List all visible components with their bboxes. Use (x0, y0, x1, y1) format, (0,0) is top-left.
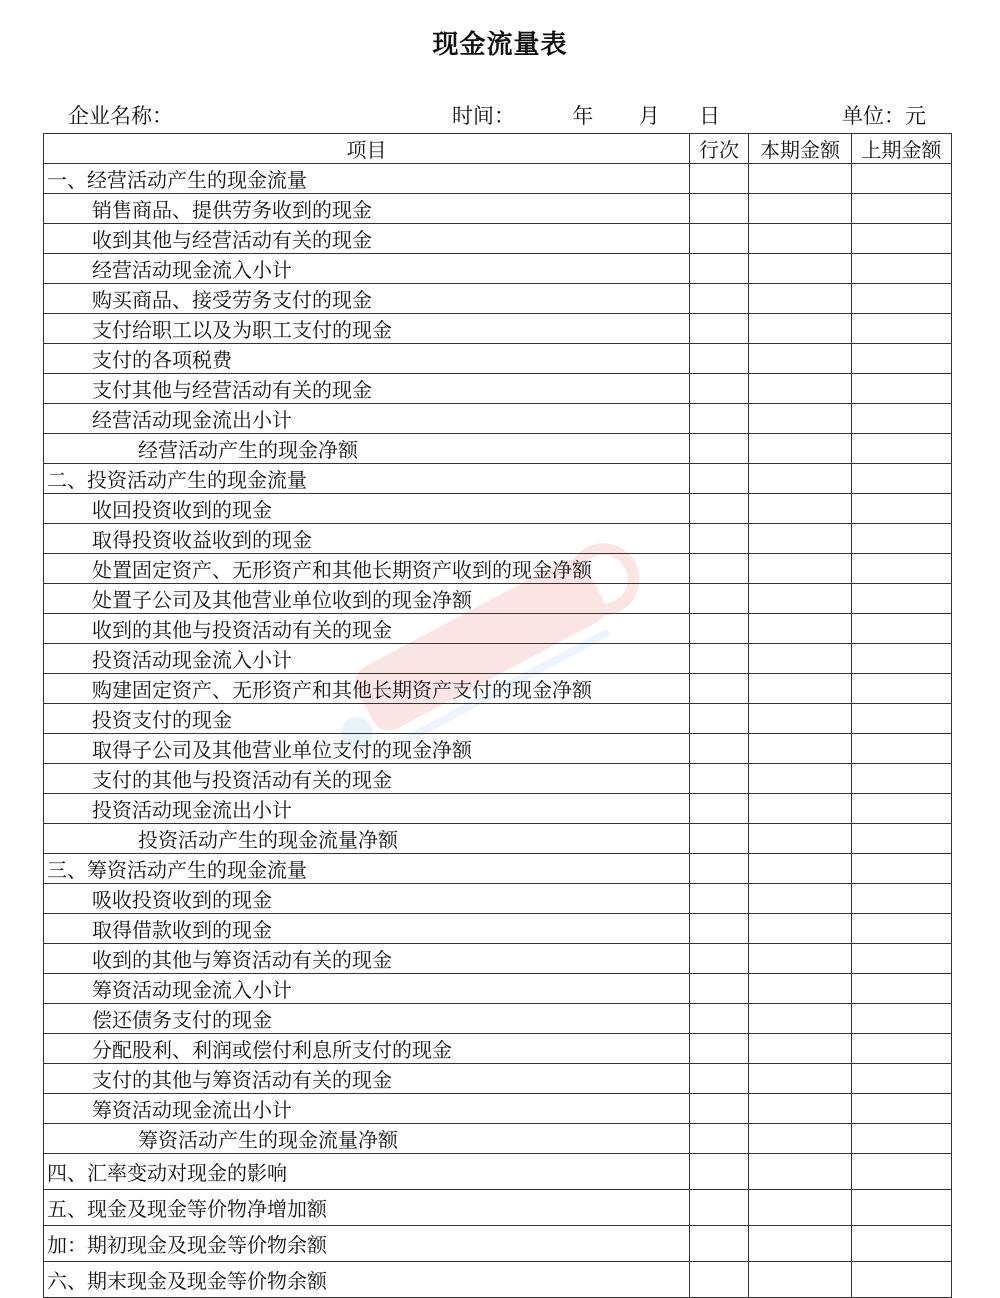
month-label: 月 (638, 104, 660, 128)
table-row (44, 614, 952, 644)
table-row (44, 854, 952, 884)
line-no-cell[interactable] (690, 974, 749, 1004)
current-amount-cell[interactable] (749, 524, 852, 554)
current-amount-cell[interactable] (749, 1124, 852, 1154)
line-no-cell[interactable] (690, 944, 749, 974)
table-row (44, 254, 952, 284)
row-item-label: 一、经营活动产生的现金流量 (44, 164, 690, 194)
current-amount-cell[interactable] (749, 674, 852, 704)
table-row (44, 1094, 952, 1124)
row-item-label: 收到其他与经营活动有关的现金 (44, 224, 690, 254)
prior-amount-cell[interactable] (852, 644, 952, 674)
table-row (44, 1262, 952, 1298)
line-no-cell[interactable] (690, 374, 749, 404)
current-amount-cell[interactable] (749, 554, 852, 584)
row-item-label: 筹资活动现金流出小计 (44, 1094, 690, 1124)
current-amount-cell[interactable] (749, 914, 852, 944)
table-row (44, 704, 952, 734)
table-row (44, 494, 952, 524)
prior-amount-cell[interactable] (852, 584, 952, 614)
line-no-cell[interactable] (690, 914, 749, 944)
prior-amount-cell[interactable] (852, 194, 952, 224)
line-no-cell[interactable] (690, 1064, 749, 1094)
current-amount-cell[interactable] (749, 194, 852, 224)
row-item-label: 收到的其他与投资活动有关的现金 (44, 614, 690, 644)
row-item-label: 偿还债务支付的现金 (44, 1004, 690, 1034)
line-no-cell[interactable] (690, 164, 749, 194)
prior-amount-cell[interactable] (852, 314, 952, 344)
current-amount-cell[interactable] (749, 1094, 852, 1124)
prior-amount-cell[interactable] (852, 1226, 952, 1262)
row-item-label: 经营活动产生的现金净额 (44, 434, 690, 464)
prior-amount-cell[interactable] (852, 1154, 952, 1190)
line-no-cell[interactable] (690, 1154, 749, 1190)
year-label: 年 (572, 104, 594, 128)
current-amount-cell[interactable] (749, 464, 852, 494)
table-body (44, 164, 952, 1298)
current-amount-cell[interactable] (749, 1064, 852, 1094)
prior-amount-cell[interactable] (852, 284, 952, 314)
day-label: 日 (699, 104, 721, 128)
row-item-label: 销售商品、提供劳务收到的现金 (44, 194, 690, 224)
cash-flow-table (43, 133, 952, 1298)
current-amount-cell[interactable] (749, 884, 852, 914)
table-row (44, 194, 952, 224)
line-no-cell[interactable] (690, 884, 749, 914)
line-no-cell[interactable] (690, 1004, 749, 1034)
table-row (44, 1190, 952, 1226)
table-row (44, 734, 952, 764)
line-no-cell[interactable] (690, 1034, 749, 1064)
prior-amount-cell[interactable] (852, 554, 952, 584)
prior-amount-cell[interactable] (852, 1262, 952, 1298)
line-no-cell[interactable] (690, 194, 749, 224)
current-amount-cell[interactable] (749, 854, 852, 884)
row-item-label: 分配股利、利润或偿付利息所支付的现金 (44, 1034, 690, 1064)
column-header-item: 项目 (44, 134, 690, 164)
row-item-label: 投资活动产生的现金流量净额 (44, 824, 690, 854)
current-amount-cell[interactable] (749, 1262, 852, 1298)
line-no-cell[interactable] (690, 734, 749, 764)
prior-amount-cell[interactable] (852, 1190, 952, 1226)
line-no-cell[interactable] (690, 1190, 749, 1226)
unit-label: 单位：元 (842, 104, 926, 128)
line-no-cell[interactable] (690, 224, 749, 254)
prior-amount-cell[interactable] (852, 224, 952, 254)
line-no-cell[interactable] (690, 854, 749, 884)
line-no-cell[interactable] (690, 404, 749, 434)
row-item-label: 购买商品、接受劳务支付的现金 (44, 284, 690, 314)
column-header-line-no: 行次 (690, 134, 749, 164)
row-item-label: 投资支付的现金 (44, 704, 690, 734)
current-amount-cell[interactable] (749, 824, 852, 854)
table-row (44, 944, 952, 974)
current-amount-cell[interactable] (749, 734, 852, 764)
current-amount-cell[interactable] (749, 944, 852, 974)
prior-amount-cell[interactable] (852, 614, 952, 644)
line-no-cell[interactable] (690, 1226, 749, 1262)
prior-amount-cell[interactable] (852, 494, 952, 524)
row-item-label: 吸收投资收到的现金 (44, 884, 690, 914)
prior-amount-cell[interactable] (852, 1004, 952, 1034)
row-item-label: 处置固定资产、无形资产和其他长期资产收到的现金净额 (44, 554, 690, 584)
line-no-cell[interactable] (690, 464, 749, 494)
table-row (44, 1154, 952, 1190)
row-item-label: 二、投资活动产生的现金流量 (44, 464, 690, 494)
table-row (44, 314, 952, 344)
line-no-cell[interactable] (690, 794, 749, 824)
prior-amount-cell[interactable] (852, 734, 952, 764)
table-row (44, 674, 952, 704)
table-row (44, 344, 952, 374)
prior-amount-cell[interactable] (852, 974, 952, 1004)
prior-amount-cell[interactable] (852, 404, 952, 434)
table-row (44, 434, 952, 464)
row-item-label: 经营活动现金流入小计 (44, 254, 690, 284)
row-item-label: 购建固定资产、无形资产和其他长期资产支付的现金净额 (44, 674, 690, 704)
row-item-label: 收回投资收到的现金 (44, 494, 690, 524)
line-no-cell[interactable] (690, 434, 749, 464)
prior-amount-cell[interactable] (852, 914, 952, 944)
line-no-cell[interactable] (690, 824, 749, 854)
table-row (44, 974, 952, 1004)
current-amount-cell[interactable] (749, 224, 852, 254)
prior-amount-cell[interactable] (852, 764, 952, 794)
row-item-label: 经营活动现金流出小计 (44, 404, 690, 434)
page-title: 现金流量表 (432, 30, 568, 60)
line-no-cell[interactable] (690, 554, 749, 584)
line-no-cell[interactable] (690, 614, 749, 644)
line-no-cell[interactable] (690, 674, 749, 704)
row-item-label: 支付的其他与筹资活动有关的现金 (44, 1064, 690, 1094)
table-row (44, 764, 952, 794)
table-row (44, 1034, 952, 1064)
prior-amount-cell[interactable] (852, 1034, 952, 1064)
table-row (44, 224, 952, 254)
line-no-cell[interactable] (690, 1094, 749, 1124)
row-item-label: 投资活动现金流入小计 (44, 644, 690, 674)
row-item-label: 收到的其他与筹资活动有关的现金 (44, 944, 690, 974)
table-header-row (44, 134, 952, 164)
prior-amount-cell[interactable] (852, 704, 952, 734)
row-item-label: 四、汇率变动对现金的影响 (44, 1154, 690, 1190)
table-row (44, 644, 952, 674)
line-no-cell[interactable] (690, 704, 749, 734)
row-item-label: 取得借款收到的现金 (44, 914, 690, 944)
prior-amount-cell[interactable] (852, 164, 952, 194)
current-amount-cell[interactable] (749, 1226, 852, 1262)
current-amount-cell[interactable] (749, 1190, 852, 1226)
time-label: 时间： (452, 104, 515, 128)
row-item-label: 处置子公司及其他营业单位收到的现金净额 (44, 584, 690, 614)
row-item-label: 取得子公司及其他营业单位支付的现金净额 (44, 734, 690, 764)
line-no-cell[interactable] (690, 494, 749, 524)
prior-amount-cell[interactable] (852, 254, 952, 284)
line-no-cell[interactable] (690, 1262, 749, 1298)
row-item-label: 五、现金及现金等价物净增加额 (44, 1190, 690, 1226)
table-row (44, 374, 952, 404)
row-item-label: 筹资活动现金流入小计 (44, 974, 690, 1004)
table-row (44, 164, 952, 194)
current-amount-cell[interactable] (749, 1004, 852, 1034)
prior-amount-cell[interactable] (852, 434, 952, 464)
prior-amount-cell[interactable] (852, 944, 952, 974)
row-item-label: 取得投资收益收到的现金 (44, 524, 690, 554)
line-no-cell[interactable] (690, 344, 749, 374)
column-header-prior-amount: 上期金额 (852, 134, 952, 164)
prior-amount-cell[interactable] (852, 524, 952, 554)
line-no-cell[interactable] (690, 764, 749, 794)
prior-amount-cell[interactable] (852, 464, 952, 494)
table-row (44, 464, 952, 494)
prior-amount-cell[interactable] (852, 794, 952, 824)
current-amount-cell[interactable] (749, 164, 852, 194)
table-row (44, 554, 952, 584)
prior-amount-cell[interactable] (852, 1124, 952, 1154)
current-amount-cell[interactable] (749, 494, 852, 524)
current-amount-cell[interactable] (749, 704, 852, 734)
prior-amount-cell[interactable] (852, 344, 952, 374)
current-amount-cell[interactable] (749, 254, 852, 284)
prior-amount-cell[interactable] (852, 374, 952, 404)
row-item-label: 支付其他与经营活动有关的现金 (44, 374, 690, 404)
line-no-cell[interactable] (690, 254, 749, 284)
row-item-label: 投资活动现金流出小计 (44, 794, 690, 824)
current-amount-cell[interactable] (749, 584, 852, 614)
line-no-cell[interactable] (690, 644, 749, 674)
table-row (44, 1226, 952, 1262)
table-row (44, 824, 952, 854)
row-item-label: 三、筹资活动产生的现金流量 (44, 854, 690, 884)
table-row (44, 884, 952, 914)
line-no-cell[interactable] (690, 314, 749, 344)
current-amount-cell[interactable] (749, 1034, 852, 1064)
table-row (44, 1004, 952, 1034)
table-row (44, 284, 952, 314)
prior-amount-cell[interactable] (852, 884, 952, 914)
prior-amount-cell[interactable] (852, 854, 952, 884)
table-row (44, 404, 952, 434)
prior-amount-cell[interactable] (852, 1064, 952, 1094)
table-row (44, 1064, 952, 1094)
current-amount-cell[interactable] (749, 284, 852, 314)
current-amount-cell[interactable] (749, 314, 852, 344)
company-name-label: 企业名称： (68, 104, 173, 128)
current-amount-cell[interactable] (749, 794, 852, 824)
table-row (44, 584, 952, 614)
table-row (44, 524, 952, 554)
row-item-label: 支付的各项税费 (44, 344, 690, 374)
date-field (452, 101, 720, 131)
prior-amount-cell[interactable] (852, 1094, 952, 1124)
table-row (44, 794, 952, 824)
table-row (44, 1124, 952, 1154)
column-header-current-amount: 本期金额 (749, 134, 852, 164)
current-amount-cell[interactable] (749, 614, 852, 644)
row-item-label: 支付给职工以及为职工支付的现金 (44, 314, 690, 344)
row-item-label: 筹资活动产生的现金流量净额 (44, 1124, 690, 1154)
line-no-cell[interactable] (690, 524, 749, 554)
line-no-cell[interactable] (690, 284, 749, 314)
row-item-label: 加：期初现金及现金等价物余额 (44, 1226, 690, 1262)
current-amount-cell[interactable] (749, 374, 852, 404)
table-row (44, 914, 952, 944)
line-no-cell[interactable] (690, 584, 749, 614)
current-amount-cell[interactable] (749, 764, 852, 794)
row-item-label: 支付的其他与投资活动有关的现金 (44, 764, 690, 794)
current-amount-cell[interactable] (749, 434, 852, 464)
current-amount-cell[interactable] (749, 974, 852, 1004)
prior-amount-cell[interactable] (852, 674, 952, 704)
current-amount-cell[interactable] (749, 644, 852, 674)
current-amount-cell[interactable] (749, 1154, 852, 1190)
current-amount-cell[interactable] (749, 344, 852, 374)
current-amount-cell[interactable] (749, 404, 852, 434)
prior-amount-cell[interactable] (852, 824, 952, 854)
line-no-cell[interactable] (690, 1124, 749, 1154)
row-item-label: 六、期末现金及现金等价物余额 (44, 1262, 690, 1298)
